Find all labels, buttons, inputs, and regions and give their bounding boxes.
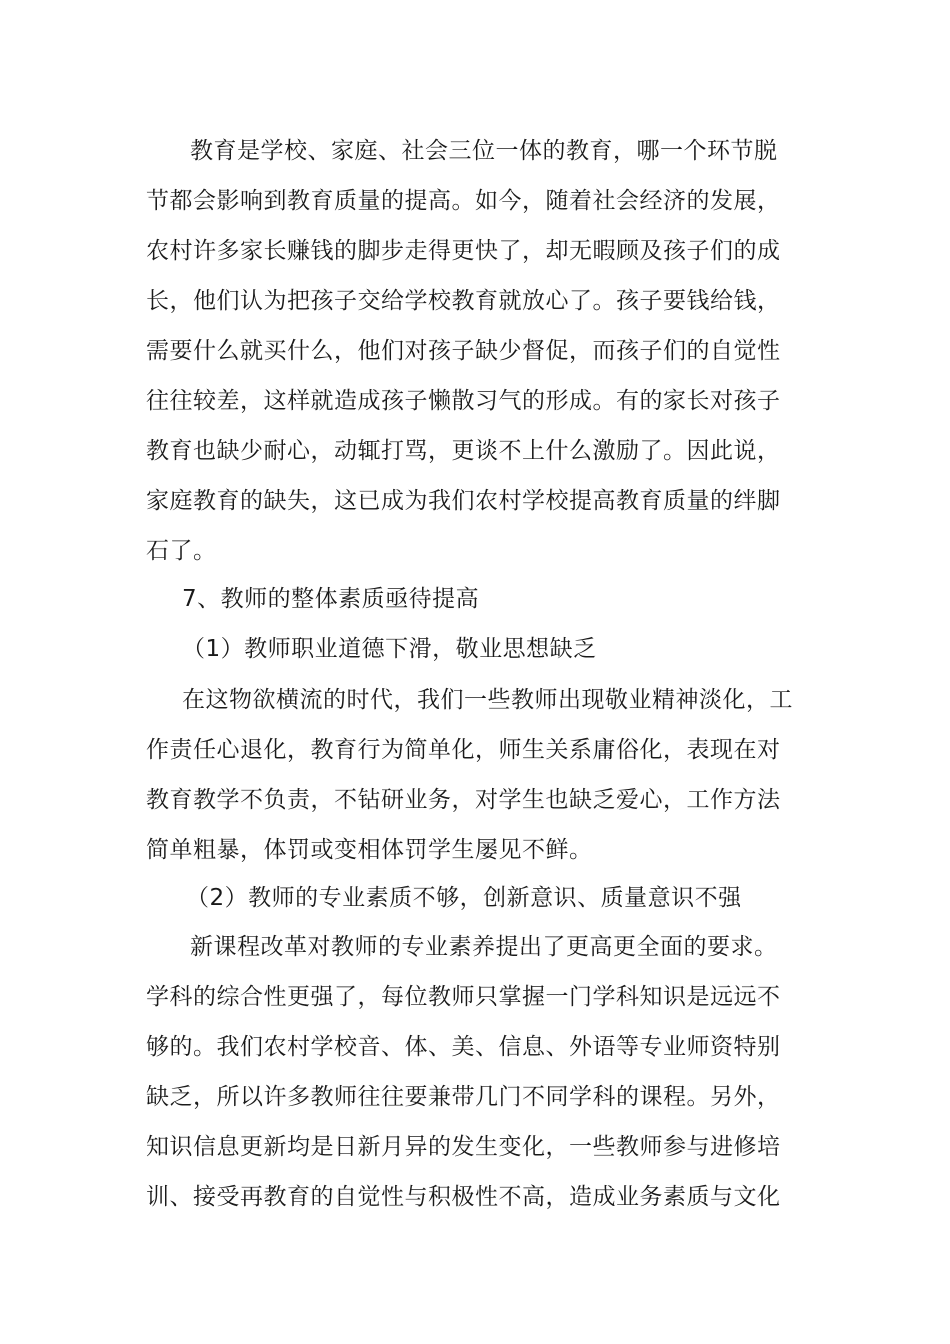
paragraph-line: 长，他们认为把孩子交给学校教育就放心了。孩子要钱给钱，: [146, 288, 781, 314]
section-heading: 7、教师的整体素质亟待提高: [182, 586, 480, 612]
paragraph-line: 农村许多家长赚钱的脚步走得更快了，却无暇顾及孩子们的成: [146, 238, 781, 264]
paragraph-line: 学科的综合性更强了，每位教师只掌握一门学科知识是远远不: [146, 984, 781, 1010]
paragraph-line: 缺乏，所以许多教师往往要兼带几门不同学科的课程。另外，: [146, 1084, 781, 1110]
subsection-heading: （1）教师职业道德下滑，敬业思想缺乏: [182, 636, 597, 662]
paragraph-line: 石了。: [146, 538, 217, 564]
paragraph-line: 节都会影响到教育质量的提高。如今，随着社会经济的发展，: [146, 188, 781, 214]
paragraph-line: 知识信息更新均是日新月异的发生变化，一些教师参与进修培: [146, 1134, 781, 1160]
paragraph-line: 作责任心退化，教育行为简单化，师生关系庸俗化，表现在对: [146, 737, 781, 763]
paragraph-line: 教育教学不负责，不钻研业务，对学生也缺乏爱心，工作方法: [146, 787, 781, 813]
paragraph-line: 需要什么就买什么，他们对孩子缺少督促，而孩子们的自觉性: [146, 338, 781, 364]
paragraph-line: 简单粗暴，体罚或变相体罚学生屡见不鲜。: [146, 837, 593, 863]
paragraph-line: 往往较差，这样就造成孩子懒散习气的形成。有的家长对孩子: [146, 388, 781, 414]
paragraph-line: 家庭教育的缺失，这已成为我们农村学校提高教育质量的绊脚: [146, 488, 781, 514]
paragraph-line: 教育是学校、家庭、社会三位一体的教育，哪一个环节脱: [190, 138, 778, 164]
paragraph-line: 教育也缺少耐心，动辄打骂，更谈不上什么激励了。因此说，: [146, 438, 781, 464]
paragraph-line: 够的。我们农村学校音、体、美、信息、外语等专业师资特别: [146, 1034, 781, 1060]
paragraph-line: 训、接受再教育的自觉性与积极性不高，造成业务素质与文化: [146, 1184, 781, 1210]
paragraph-line: 新课程改革对教师的专业素养提出了更高更全面的要求。: [190, 934, 778, 960]
paragraph-line: 在这物欲横流的时代，我们一些教师出现敬业精神淡化，工: [182, 687, 793, 713]
subsection-heading: （2）教师的专业素质不够，创新意识、质量意识不强: [186, 885, 742, 911]
